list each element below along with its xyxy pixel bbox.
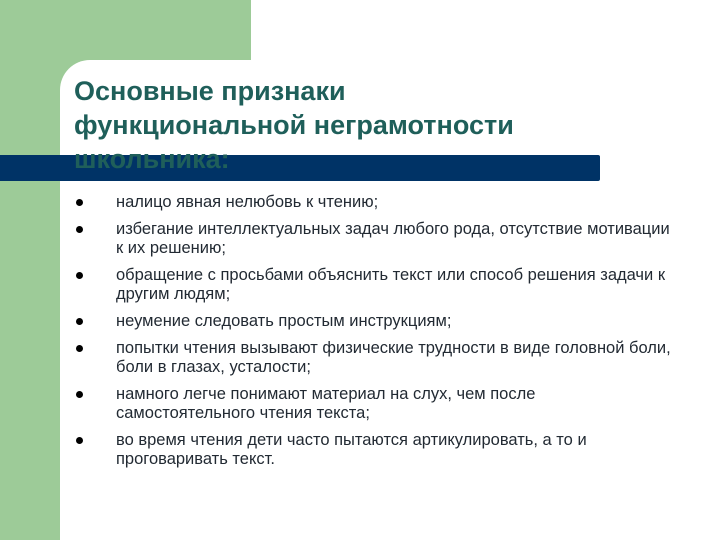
title-line-1: Основные признаки: [74, 76, 346, 106]
list-item: [74, 385, 674, 423]
bullet-dot-icon: [76, 272, 83, 279]
list-item: [74, 266, 674, 304]
list-item-text: неумение следовать простым инструкциям;: [116, 312, 452, 330]
title-line-2: функциональной неграмотности: [74, 110, 514, 140]
slide-title: [74, 74, 634, 176]
list-item-text: во время чтения дети часто пытаются артикулировать, а то и проговаривать текст.: [116, 431, 587, 468]
bullet-dot-icon: [76, 199, 83, 206]
bullet-dot-icon: [76, 391, 83, 398]
list-item-text: налицо явная нелюбовь к чтению;: [116, 193, 379, 211]
list-item: [74, 193, 674, 212]
bullet-dot-icon: [76, 318, 83, 325]
list-item-text: избегание интеллектуальных задач любого рода, отсутствие мотивации к их решению;: [116, 220, 670, 257]
list-item: [74, 312, 674, 331]
title-line-3: школьника:: [74, 144, 230, 174]
bullet-dot-icon: [76, 437, 83, 444]
list-item-text: обращение с просьбами объяснить текст или способ решения задачи к другим людям;: [116, 266, 666, 303]
list-item-text: попытки чтения вызывают физические трудности в виде головной боли, боли в глазах, усталости;: [116, 339, 671, 376]
bullet-dot-icon: [76, 226, 83, 233]
list-item: [74, 339, 674, 377]
list-item-text: намного легче понимают материал на слух, чем после самостоятельного чтения текста;: [116, 385, 536, 422]
list-item: [74, 431, 674, 469]
list-item: [74, 220, 674, 258]
bullet-dot-icon: [76, 345, 83, 352]
bullet-list: [74, 193, 674, 477]
